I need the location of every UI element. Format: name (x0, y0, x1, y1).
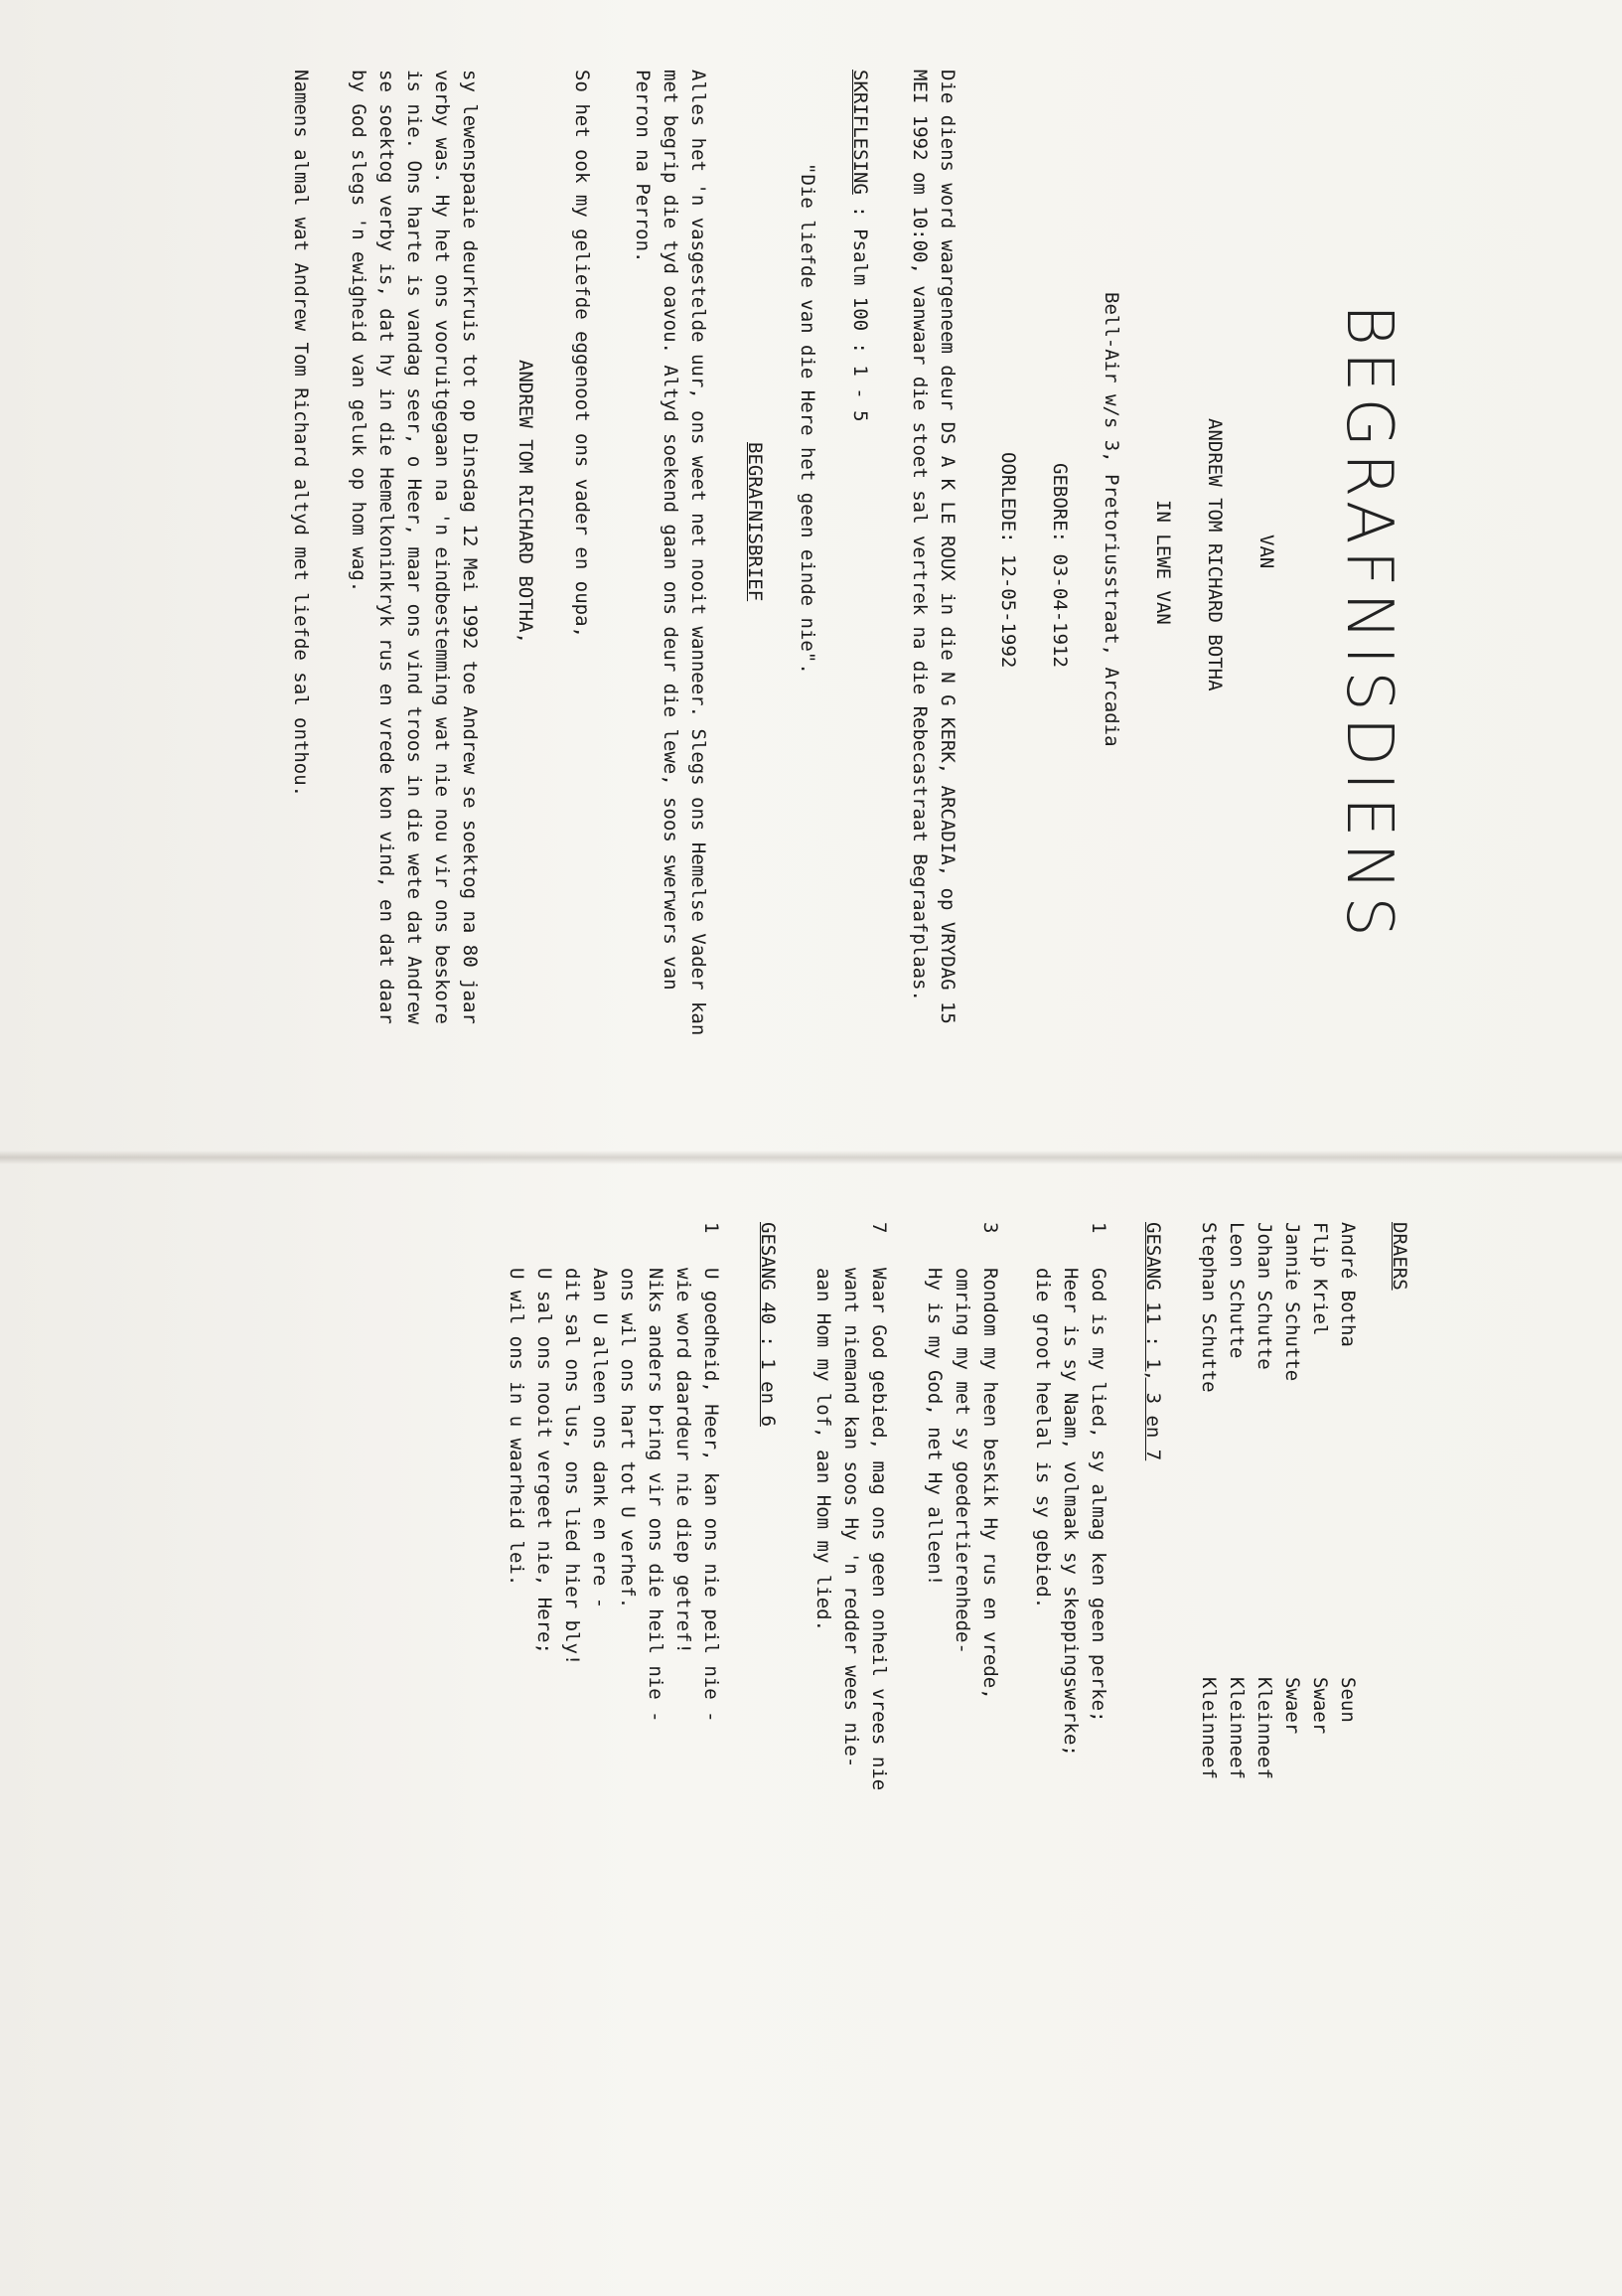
service-line-2: MEI 1992 om 10:00, vanwaar die stoet sal vertrek na die Rebecastraat Begraafplaas. (909, 70, 931, 1001)
verse-line: Aan U alleen ons dank en ere - (589, 1268, 611, 1609)
gesang-11-heading: GESANG 11 : 1, 3 en 7 (1142, 1222, 1164, 1461)
draer-name: Jannie Schutte (1281, 1222, 1303, 1382)
draer-relation: Kleinneef (1253, 1677, 1275, 1779)
draer-name: Stephan Schutte (1198, 1222, 1220, 1393)
birth-date: GEBORE: 03-04-1912 (1049, 463, 1071, 668)
van-label: VAN (1255, 535, 1277, 569)
skriflesing (850, 70, 869, 422)
verse-number: 1 (700, 1222, 722, 1234)
document-title: BEGRAFNISDIENS (1332, 304, 1405, 943)
verse-line: Waar God gebied, mag ons geen onheil vrees nie (868, 1268, 890, 1791)
front-panel (99, 70, 1405, 1143)
service-line-1: Die diens word waargeneem deur DS A K LE ROUX in die N G KERK, ARCADIA, op VRYDAG 15 (937, 70, 958, 1024)
draer-relation: Kleinneef (1226, 1677, 1248, 1779)
draer-name: Johan Schutte (1253, 1222, 1275, 1370)
brief-line-2: met begrip die tyd oavou. Altyd soekend gaan ons deur die lewe, soos swerwers van (660, 70, 681, 991)
draer-name: André Botha (1337, 1222, 1359, 1347)
verse-line: U wil ons in u waarheid lei. (506, 1268, 527, 1587)
death-date: OORLEDE: 12-05-1992 (997, 452, 1019, 669)
brief-line-3: Perron na Perron. (632, 70, 654, 263)
verse-line: omring my met sy goedertierenhede- (952, 1268, 973, 1654)
verse-line: Rondom my heen beskik Hy rus en vrede, (979, 1268, 1001, 1700)
verse-line: Niks anders bring vir ons die heil nie - (645, 1268, 666, 1723)
begrafnisbrief-heading: BEGRAFNISBRIEF (744, 442, 766, 602)
brief-closing: Namens almal wat Andrew Tom Richard altyd met liefde sal onthou. (290, 70, 312, 798)
verse-line: die groot heelal is sy gebied. (1032, 1268, 1054, 1609)
verse-line: dit sal ons lus, ons lied hier bly! (561, 1268, 583, 1666)
skriflesing-ref: : Psalm 100 : 1 - 5 (849, 194, 871, 422)
brief-line-5: verby was. Hy het ons vooruitgegaan na 'n eindbestemming wat nie nou vir ons beskore (431, 70, 453, 1024)
brief-line-1: Alles het 'n vasgestelde uur, ons weet net nooit wanneer. Slegs ons Hemelse Vader kan (687, 70, 709, 1036)
paper-fold (0, 1150, 1622, 1164)
verse-line: aan Hom my lof, aan Hom my lied. (812, 1268, 834, 1632)
draer-relation: Kleinneef (1198, 1677, 1220, 1779)
brief-name: ANDREW TOM RICHARD BOTHA, (515, 360, 536, 644)
back-panel (107, 1222, 1408, 2265)
verse-line: wie word daardeur nie diep getref! (672, 1268, 694, 1654)
verse-line: U sal ons nooit vergeet nie, Here; (533, 1268, 555, 1654)
skriflesing-label: SKRIFLESING (849, 70, 871, 195)
draers-heading: DRAERS (1389, 1222, 1410, 1291)
draer-name: Leon Schutte (1226, 1222, 1248, 1359)
scripture-quote: "Die liefde van die Here het geen einde nie". (797, 163, 818, 675)
brief-para-2: So het ook my geliefde eggenoot ons vader en oupa, (571, 70, 593, 638)
deceased-name: ANDREW TOM RICHARD BOTHA (1204, 418, 1226, 691)
brief-line-4: sy lewenspaaie deurkruis tot op Dinsdag 12 Mei 1992 toe Andrew se soektog na 80 jaar (459, 70, 481, 1024)
gesang-40-heading: GESANG 40 : 1 en 6 (757, 1222, 779, 1427)
verse-number: 7 (868, 1222, 890, 1234)
verse-line: God is my lied, sy almag ken geen perke; (1088, 1268, 1109, 1723)
draer-relation: Seun (1337, 1677, 1359, 1723)
draer-relation: Swaer (1309, 1677, 1331, 1735)
verse-line: Heer is sy Naam, volmaak sy skeppingswerke; (1060, 1268, 1082, 1757)
brief-line-8: by God slegs 'n ewigheid van geluk op hom wag. (348, 70, 369, 593)
verse-line: want niemand kan soos Hy 'n redder wees nie- (840, 1268, 862, 1768)
verse-number: 1 (1088, 1222, 1109, 1234)
verse-line: ons wil ons hart tot U verhef. (617, 1268, 639, 1609)
verse-line: U goedheid, Heer, kan ons nie peil nie - (700, 1268, 722, 1723)
brief-line-6: is nie. Ons harte is vandag seer, o Heer, maar ons vind troos in die wete dat Andrew (403, 70, 425, 1024)
verse-line: Hy is my God, net Hy alleen! (924, 1268, 946, 1587)
draer-name: Flip Kriel (1309, 1222, 1331, 1336)
brief-line-7: se soektog verby is, dat hy in die Hemelkoninkryk rus en vrede kon vind, en dat daar (375, 70, 397, 1024)
in-lewe-van: IN LEWE VAN (1152, 500, 1174, 625)
address: Bell-Air w/s 3, Pretoriusstraat, Arcadia (1101, 292, 1122, 747)
verse-number: 3 (979, 1222, 1001, 1234)
draer-relation: Swaer (1281, 1677, 1303, 1735)
